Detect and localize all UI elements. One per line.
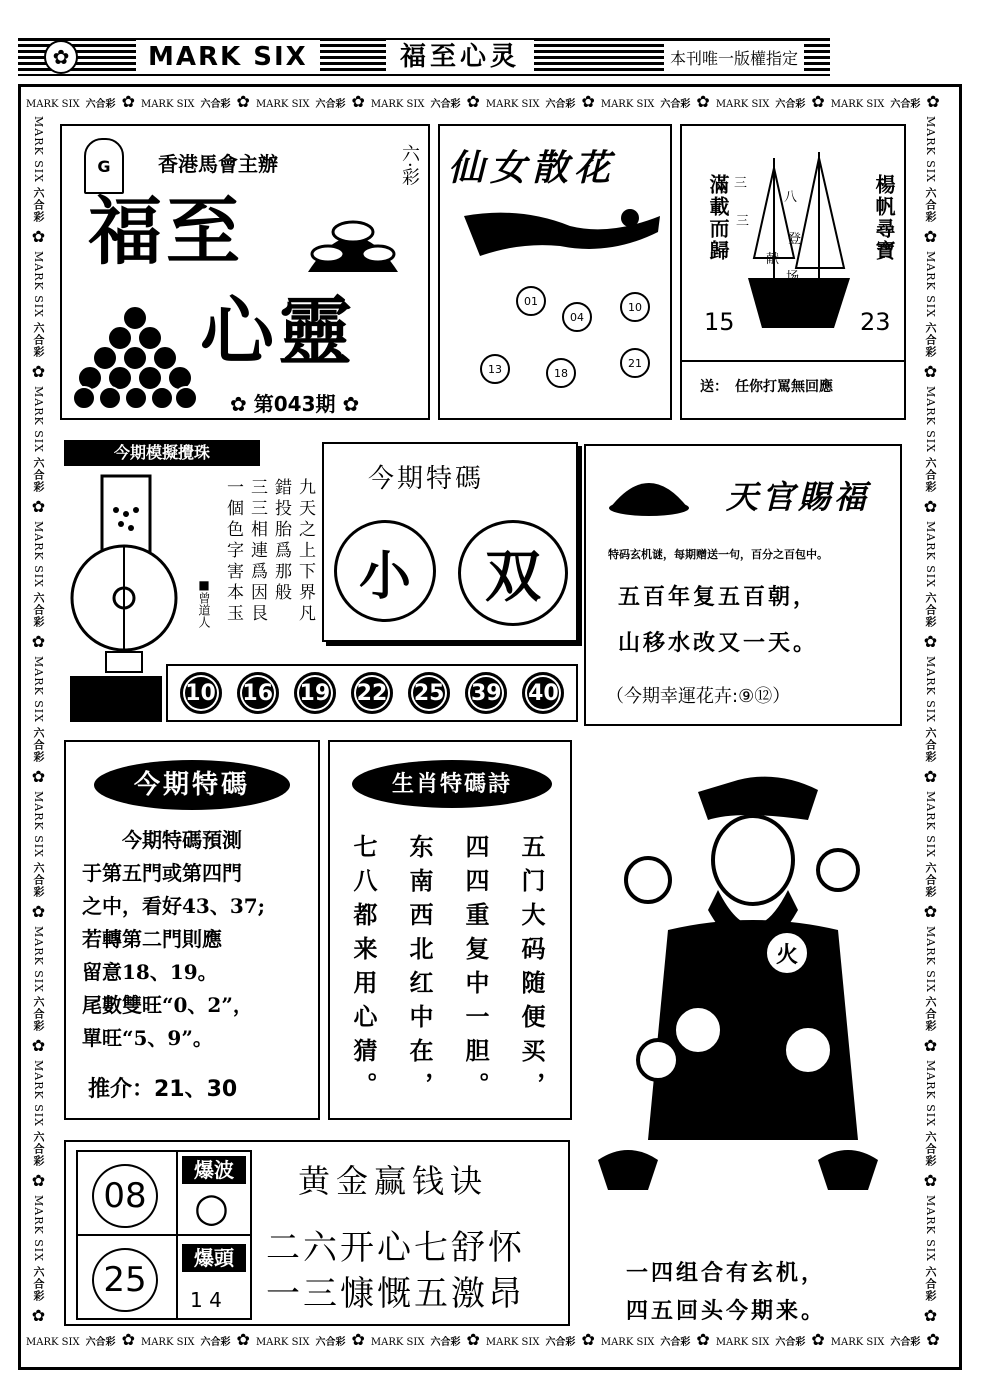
- masthead-title-2: 心靈: [200, 289, 356, 375]
- side-label: 六·彩: [399, 144, 420, 186]
- bonus-grid: [76, 1150, 252, 1320]
- zodiac-poem-title: 生肖特碼詩: [352, 760, 552, 808]
- recommend: 推介：21、30: [88, 1077, 238, 1102]
- flying-fairy-icon: [460, 196, 670, 266]
- flower-icon: ✿: [351, 1330, 365, 1349]
- flower-icon: ✿: [29, 361, 48, 382]
- drawn-ball: 10: [180, 672, 222, 714]
- lucky-flower: （今期幸運花卉:⑨⑫）: [606, 686, 791, 707]
- border-word: MARK SIX: [32, 385, 45, 453]
- flower-icon: ✿: [335, 392, 360, 416]
- border-word: 六合彩: [32, 996, 45, 1033]
- drawn-balls-row: [166, 664, 578, 722]
- border-word: 六合彩: [32, 1131, 45, 1168]
- border-word: 六合彩: [924, 996, 937, 1033]
- border-word: 六合彩: [660, 1337, 691, 1348]
- border-bottom-strip: [26, 1330, 954, 1350]
- heaven-note: 特码玄机谜，每期赠送一句，百分之百包中。: [608, 548, 828, 561]
- sail-char: 八: [784, 190, 798, 205]
- border-word: MARK SIX: [924, 925, 937, 993]
- prediction-line: 今期特碼預測: [122, 828, 242, 852]
- special-code-box: [322, 442, 578, 642]
- prediction-title: 今期特碼: [94, 760, 290, 810]
- fairy-title: 仙女散花: [448, 147, 617, 189]
- border-word: 六合彩: [924, 1131, 937, 1168]
- poem-column: 九天之上下界凡: [295, 478, 315, 625]
- prediction-line: 單旺“5、9”。: [82, 1026, 213, 1050]
- border-word: MARK SIX: [32, 250, 45, 318]
- border-word: 六合彩: [924, 186, 937, 223]
- poem-column: 东南西北红中在，: [405, 834, 433, 1106]
- border-word: MARK SIX: [830, 1337, 885, 1348]
- ship-right-text: 楊帆尋寶: [872, 174, 896, 262]
- flower-icon: ✿: [926, 1330, 940, 1349]
- border-word: MARK SIX: [370, 1337, 425, 1348]
- flower-icon: ✿: [466, 92, 480, 111]
- drawn-ball: 19: [294, 672, 336, 714]
- border-word: 六合彩: [924, 726, 937, 763]
- deity-line-2: 四五回头今期来。: [626, 1299, 827, 1324]
- border-word: MARK SIX: [924, 1195, 937, 1263]
- masthead-title-1: 福至: [88, 189, 244, 275]
- border-word: MARK SIX: [255, 99, 310, 110]
- border-word: 六合彩: [32, 861, 45, 898]
- lottery-ball-pile-icon: [70, 302, 200, 412]
- poem-column: 一個色字害本玉: [223, 478, 243, 625]
- gold-title: 黄金赢钱诀: [298, 1162, 489, 1200]
- border-word: MARK SIX: [924, 520, 937, 588]
- bonus-number-1: 08: [92, 1164, 158, 1228]
- flower-icon: ✿: [351, 92, 365, 111]
- border-word: MARK SIX: [924, 385, 937, 453]
- border-word: 六合彩: [430, 99, 461, 110]
- ship-left-text: 滿載而歸: [706, 174, 730, 262]
- border-word: MARK SIX: [485, 1337, 540, 1348]
- border-word: 六合彩: [545, 99, 576, 110]
- prediction-line: 若轉第二門則應: [82, 927, 222, 951]
- divider: [78, 1234, 250, 1236]
- prediction-text: [82, 824, 318, 1055]
- border-word: MARK SIX: [830, 99, 885, 110]
- copyright-note: 本刊唯一版權指定: [664, 44, 804, 72]
- border-word: MARK SIX: [32, 1195, 45, 1263]
- draw-label: 今期模擬攪珠: [64, 440, 260, 466]
- flower-icon: ✿: [230, 392, 254, 416]
- gold-ingot-icon: [606, 458, 692, 518]
- border-right-strip: [912, 116, 940, 1326]
- border-word: 六合彩: [200, 99, 231, 110]
- sail-char: 三: [736, 214, 750, 229]
- border-word: MARK SIX: [924, 790, 937, 858]
- border-word: 六合彩: [775, 99, 806, 110]
- banner-title: 福至心灵: [386, 40, 534, 74]
- flower-icon: ✿: [29, 631, 48, 652]
- prediction-line: 尾數雙旺“0、2”，: [82, 993, 253, 1017]
- border-word: 六合彩: [430, 1337, 461, 1348]
- border-word: 六合彩: [32, 726, 45, 763]
- border-word: 六合彩: [924, 591, 937, 628]
- border-word: 六合彩: [775, 1337, 806, 1348]
- prediction-box: [64, 740, 320, 1120]
- flower-icon: ✿: [29, 1306, 48, 1326]
- zodiac-poem-columns: [342, 834, 566, 1114]
- drawn-ball: 39: [465, 672, 507, 714]
- heaven-title: 天官賜福: [726, 478, 871, 516]
- flower-number: 10: [620, 292, 650, 322]
- border-word: MARK SIX: [26, 99, 80, 110]
- border-word: 六合彩: [890, 1337, 921, 1348]
- bonus-label-1: 爆波: [182, 1156, 246, 1184]
- flower-icon: ✿: [121, 1330, 135, 1349]
- flower-icon: ✿: [696, 92, 710, 111]
- flower-icon: ✿: [921, 766, 940, 787]
- poem-column: 五门大码随便买，: [517, 834, 545, 1106]
- sail-char: 场: [786, 270, 800, 285]
- border-word: MARK SIX: [32, 925, 45, 993]
- prediction-line: 于第五門或第四門: [82, 861, 242, 885]
- border-word: 六合彩: [315, 99, 346, 110]
- poem-column: 三三相連爲因艮: [247, 478, 267, 625]
- border-word: 六合彩: [924, 1266, 937, 1303]
- border-word: MARK SIX: [924, 655, 937, 723]
- prediction-line: 之中，看好43、37;: [82, 894, 266, 918]
- border-word: MARK SIX: [255, 1337, 310, 1348]
- border-word: MARK SIX: [924, 1060, 937, 1128]
- flower-icon: ✿: [926, 92, 940, 111]
- sail-char: 献: [766, 252, 780, 267]
- border-word: 六合彩: [924, 861, 937, 898]
- size-circle: 小: [334, 520, 436, 622]
- flower-icon: ✿: [921, 901, 940, 922]
- border-left-strip: [24, 116, 48, 1326]
- flower-icon: ✿: [921, 1036, 940, 1057]
- prediction-line: 留意18、19。: [82, 960, 218, 984]
- bonus-sub-2: 1 4: [190, 1288, 222, 1312]
- flower-icon: ✿: [696, 1330, 710, 1349]
- hkjc-logo-icon: ✿: [44, 40, 78, 74]
- border-word: MARK SIX: [26, 1337, 80, 1348]
- poem-column: 四四重复中一胆。: [461, 834, 489, 1106]
- drawn-ball: 40: [522, 672, 564, 714]
- fire-badge: 火: [764, 930, 810, 976]
- border-word: MARK SIX: [32, 116, 45, 183]
- border-word: MARK SIX: [32, 520, 45, 588]
- masthead-box: [60, 124, 430, 420]
- flower-icon: ✿: [236, 1330, 250, 1349]
- sail-char: 艺: [758, 280, 772, 295]
- flower-icon: ✿: [921, 361, 940, 382]
- divider: [682, 360, 904, 362]
- flower-icon: ✿: [921, 631, 940, 652]
- border-word: 六合彩: [545, 1337, 576, 1348]
- flower-icon: ✿: [581, 1330, 595, 1349]
- sail-text: [734, 166, 844, 326]
- drawn-ball: 22: [351, 672, 393, 714]
- heaven-line-2: 山移水改又一天。: [618, 631, 819, 656]
- poem-column: 錯投胎爲那般: [271, 478, 291, 604]
- border-word: MARK SIX: [715, 1337, 770, 1348]
- flower-icon: ✿: [811, 92, 825, 111]
- brand-name: MARK SIX: [136, 40, 320, 74]
- special-code-title: 今期特碼: [368, 464, 485, 494]
- flower-icon: ✿: [921, 1171, 940, 1192]
- border-word: 六合彩: [32, 186, 45, 223]
- border-word: MARK SIX: [32, 790, 45, 858]
- flower-number: 01: [516, 286, 546, 316]
- gold-line-2: 一三慷慨五激昂: [266, 1274, 525, 1314]
- border-word: MARK SIX: [600, 1337, 655, 1348]
- flower-number: 18: [546, 358, 576, 388]
- border-word: 六合彩: [660, 99, 691, 110]
- border-word: MARK SIX: [924, 116, 937, 183]
- border-word: 六合彩: [85, 1337, 116, 1348]
- border-word: 六合彩: [85, 99, 116, 110]
- flower-icon: ✿: [29, 496, 48, 517]
- flower-icon: ✿: [921, 1306, 940, 1326]
- border-word: MARK SIX: [715, 99, 770, 110]
- bonus-symbol-1: ○: [194, 1185, 229, 1231]
- parity-circle: 双: [458, 520, 568, 626]
- flower-number: 21: [620, 348, 650, 378]
- drawn-ball: 16: [237, 672, 279, 714]
- border-top-strip: [26, 92, 954, 112]
- top-banner: [18, 38, 830, 76]
- border-word: 六合彩: [924, 321, 937, 358]
- border-word: 六合彩: [32, 321, 45, 358]
- flower-number: 04: [562, 302, 592, 332]
- poem-column: 七八都来用心猜。: [349, 834, 377, 1106]
- sail-char: 三: [734, 176, 748, 191]
- border-word: 六合彩: [890, 99, 921, 110]
- border-word: 六合彩: [32, 591, 45, 628]
- flower-icon: ✿: [29, 1171, 48, 1192]
- flower-icon: ✿: [921, 226, 940, 247]
- hkjc-emblem-icon: G: [84, 138, 124, 194]
- border-word: 六合彩: [200, 1337, 231, 1348]
- flower-icon: ✿: [921, 496, 940, 517]
- flower-icon: ✿: [29, 226, 48, 247]
- draw-author: ■曾道人: [197, 578, 211, 628]
- heaven-box: [584, 444, 902, 726]
- border-word: MARK SIX: [140, 1337, 195, 1348]
- border-word: 六合彩: [32, 456, 45, 493]
- border-word: 六合彩: [32, 1266, 45, 1303]
- border-word: MARK SIX: [485, 99, 540, 110]
- flower-icon: ✿: [811, 1330, 825, 1349]
- zodiac-poem-box: [328, 740, 572, 1120]
- issue-number: ✿ 第043期 ✿: [230, 392, 360, 416]
- flower-icon: ✿: [29, 1036, 48, 1057]
- ship-number-left: 15: [704, 308, 735, 336]
- border-word: MARK SIX: [140, 99, 195, 110]
- heaven-line-1: 五百年复五百朝，: [618, 585, 819, 610]
- drawn-ball: 25: [408, 672, 450, 714]
- bonus-label-2: 爆頭: [182, 1244, 246, 1272]
- flower-icon: ✿: [581, 92, 595, 111]
- fortune-deity-illustration: [588, 760, 888, 1200]
- sail-char: 登: [788, 232, 802, 247]
- border-word: MARK SIX: [924, 250, 937, 318]
- border-word: MARK SIX: [32, 1060, 45, 1128]
- border-word: MARK SIX: [32, 655, 45, 723]
- fairy-box: [438, 124, 672, 420]
- ship-number-right: 23: [860, 308, 891, 336]
- flower-icon: ✿: [29, 901, 48, 922]
- border-word: MARK SIX: [600, 99, 655, 110]
- draw-poem: [222, 478, 318, 648]
- gold-ingot-icon: [298, 192, 408, 282]
- flower-icon: ✿: [236, 92, 250, 111]
- flower-number: 13: [480, 354, 510, 384]
- organizer: 香港馬會主辦: [158, 152, 278, 176]
- gold-box: [64, 1140, 570, 1326]
- gold-line-1: 二六开心七舒怀: [266, 1228, 525, 1268]
- flower-icon: ✿: [121, 92, 135, 111]
- ship-box: [680, 124, 906, 420]
- bonus-number-2: 25: [92, 1248, 158, 1312]
- deity-line-1: 一四组合有玄机，: [626, 1261, 827, 1286]
- ship-note: 送： 任你打罵無回應: [700, 379, 833, 395]
- border-word: 六合彩: [924, 456, 937, 493]
- flower-icon: ✿: [29, 766, 48, 787]
- border-word: MARK SIX: [370, 99, 425, 110]
- border-word: 六合彩: [315, 1337, 346, 1348]
- flower-icon: ✿: [466, 1330, 480, 1349]
